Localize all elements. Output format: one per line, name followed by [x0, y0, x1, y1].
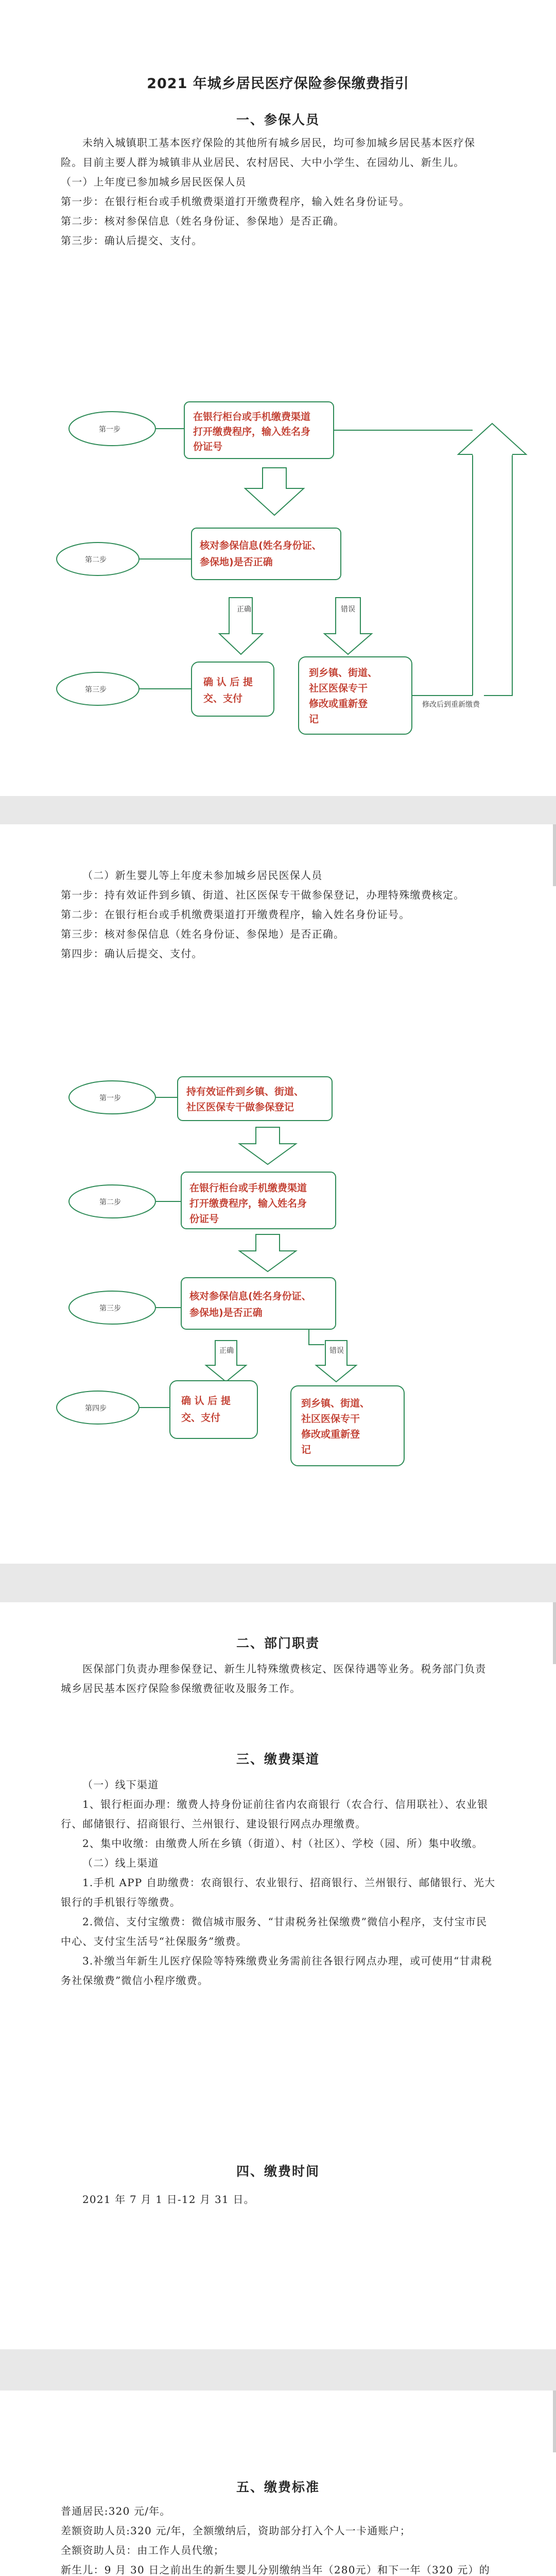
- section-4-body: 2021 年 7 月 1 日-12 月 31 日。: [82, 2193, 255, 2206]
- box-text: 核对参保信息(姓名身份证、: [200, 540, 322, 551]
- box-text: 参保地)是否正确: [189, 1307, 263, 1318]
- offline-title: （一）线下渠道: [82, 1778, 159, 1791]
- offline-item: 2、集中收缴：由缴费人所在乡镇（街道）、村（社区）、学校（园、所）集中收缴。: [82, 1837, 483, 1850]
- step-label: 第三步: [85, 686, 107, 694]
- page-gap: [0, 796, 556, 824]
- box-text: 确 认 后 提: [203, 676, 253, 688]
- sub2-step: 第一步：持有效证件到乡镇、街道、社区医保专干做参保登记，办理特殊缴费核定。: [61, 889, 465, 901]
- sub1-step: 第三步：确认后提交、支付。: [61, 234, 203, 247]
- section-2-text: [61, 1659, 496, 1698]
- section-5-heading: 五、缴费标准: [236, 2480, 320, 2495]
- section-2-body: 医保部门负责办理参保登记、新生儿特殊缴费核定、医保待遇等业务。税务部门负责城乡居民基本医疗保险参保缴费征收及服务工作。: [61, 1663, 486, 1694]
- flow-connector: [309, 1329, 324, 1345]
- box-text: 在银行柜台或手机缴费渠道: [193, 411, 311, 422]
- box-text: 修改或重新登: [309, 698, 368, 709]
- step-label: 第二步: [99, 1198, 121, 1207]
- flowchart-1: [0, 381, 556, 752]
- sub2-step: 第二步：在银行柜台或手机缴费渠道打开缴费程序，输入姓名身份证号。: [61, 908, 410, 921]
- flow-connector: [473, 454, 512, 696]
- section-1-heading: 一、参保人员: [236, 112, 320, 127]
- box-text: 社区医保专干: [301, 1413, 360, 1425]
- section-1-text: [61, 133, 496, 250]
- section-4-heading: 四、缴费时间: [236, 2164, 320, 2179]
- step-label: 第三步: [99, 1304, 121, 1313]
- flowchart-2: [0, 1066, 556, 1564]
- sub2-step: 第四步：确认后提交、支付。: [61, 947, 203, 960]
- section-1-intro: 未纳入城镇职工基本医疗保险的其他所有城乡居民，均可参加城乡居民基本医疗保险。目前主要人群为城镇非从业居民、农村居民、大中小学生、在园幼儿、新生儿。: [61, 137, 476, 168]
- section-4-text: [61, 2190, 496, 2209]
- box-text: 到乡镇、街道、: [301, 1398, 370, 1409]
- flow-box: [192, 662, 274, 716]
- up-arrow-icon: [458, 423, 526, 454]
- box-text: 打开缴费程序，输入姓名身: [193, 426, 311, 437]
- yes-label: 正确: [237, 605, 251, 614]
- offline-item: 1、银行柜面办理：缴费人持身份证前往省内农商银行（农合行、信用联社）、农业银行、邮储银行、招商银行、兰州银行、建设银行网点办理缴费。: [61, 1798, 489, 1830]
- sub1-step: 第一步：在银行柜台或手机缴费渠道打开缴费程序，输入姓名身份证号。: [61, 195, 410, 208]
- box-text: 核对参保信息(姓名身份证、: [189, 1291, 311, 1302]
- section-5-text: [61, 2501, 496, 2576]
- standard-item: 普通居民:320 元/年。: [61, 2505, 171, 2517]
- sub1-title: （一）上年度已参加城乡居民医保人员: [61, 176, 247, 188]
- page-gap: [0, 2349, 556, 2391]
- standard-item: 全额资助人员：由工作人员代缴；: [61, 2544, 224, 2556]
- box-text: 份证号: [189, 1213, 219, 1225]
- box-text: 记: [301, 1444, 311, 1455]
- box-text: 记: [309, 714, 319, 725]
- online-item: 1.手机 APP 自助缴费：农商银行、农业银行、招商银行、兰州银行、邮储银行、光大银行的手机银行等缴费。: [61, 1876, 496, 1908]
- step-label: 第一步: [99, 1094, 121, 1103]
- sub2-title: （二）新生婴儿等上年度未参加城乡居民医保人员: [82, 869, 323, 882]
- loop-label: 修改后到重新缴费: [422, 701, 480, 709]
- down-arrow-icon: [239, 1234, 296, 1272]
- online-item: 2.微信、支付宝缴费：微信城市服务、“甘肃税务社保缴费”微信小程序，支付宝市民中心、支付宝生活号“社保服务”缴费。: [61, 1916, 488, 1947]
- online-title: （二）线上渠道: [82, 1857, 159, 1869]
- box-text: 修改或重新登: [301, 1429, 360, 1440]
- box-text: 在银行柜台或手机缴费渠道: [189, 1182, 307, 1194]
- section-2-heading: 二、部门职责: [236, 1636, 320, 1651]
- step-label: 第二步: [85, 556, 107, 564]
- standard-item: 新生儿：9 月 30 日之前出生的新生婴儿分别缴纳当年（280元）和下一年（320 元）的: [61, 2564, 490, 2576]
- sub1-step: 第二步：核对参保信息（姓名身份证、参保地）是否正确。: [61, 215, 345, 227]
- box-text: 交、支付: [203, 693, 243, 704]
- standard-item: 差额资助人员:320 元/年，全额缴纳后，资助部分打入个人一卡通账户；: [61, 2524, 411, 2537]
- box-text: 参保地)是否正确: [200, 556, 273, 568]
- flow-box: [170, 1381, 257, 1438]
- box-text: 社区医保专干: [309, 683, 368, 694]
- down-arrow-icon: [245, 468, 304, 515]
- page-gap: [0, 1564, 556, 1602]
- page-edge: [553, 2391, 556, 2452]
- document-title: 2021 年城乡居民医疗保险参保缴费指引: [147, 76, 409, 92]
- no-label: 错误: [341, 605, 355, 614]
- flow-box: [192, 528, 341, 580]
- online-item: 3.补缴当年新生儿医疗保险等特殊缴费业务需前往各银行网点办理，或可使用“甘肃税务社保缴费”微信小程序缴费。: [61, 1955, 493, 1987]
- no-label: 错误: [329, 1347, 344, 1355]
- flow-box: [178, 1077, 332, 1121]
- page-4: [0, 2391, 556, 2576]
- box-text: 份证号: [193, 441, 223, 452]
- section-1b-text: [61, 866, 496, 963]
- page-2: [0, 824, 556, 1564]
- box-text: 交、支付: [181, 1412, 221, 1423]
- page-1: [0, 0, 556, 796]
- box-text: 到乡镇、街道、: [309, 667, 378, 679]
- page-edge: [553, 824, 556, 886]
- step-label: 第一步: [99, 426, 120, 434]
- box-text: 确 认 后 提: [181, 1395, 231, 1406]
- box-text: 持有效证件到乡镇、街道、: [186, 1086, 304, 1097]
- flow-box: [181, 1278, 336, 1329]
- sub2-step: 第三步：核对参保信息（姓名身份证、参保地）是否正确。: [61, 928, 345, 940]
- section-3-text: [61, 1775, 496, 1990]
- box-text: 社区医保专干做参保登记: [186, 1101, 294, 1113]
- section-3-heading: 三、缴费渠道: [236, 1752, 320, 1767]
- box-text: 打开缴费程序，输入姓名身: [189, 1198, 307, 1209]
- yes-label: 正确: [219, 1347, 234, 1355]
- down-arrow-icon: [239, 1127, 296, 1164]
- page-3: [0, 1602, 556, 2349]
- step-label: 第四步: [85, 1404, 107, 1413]
